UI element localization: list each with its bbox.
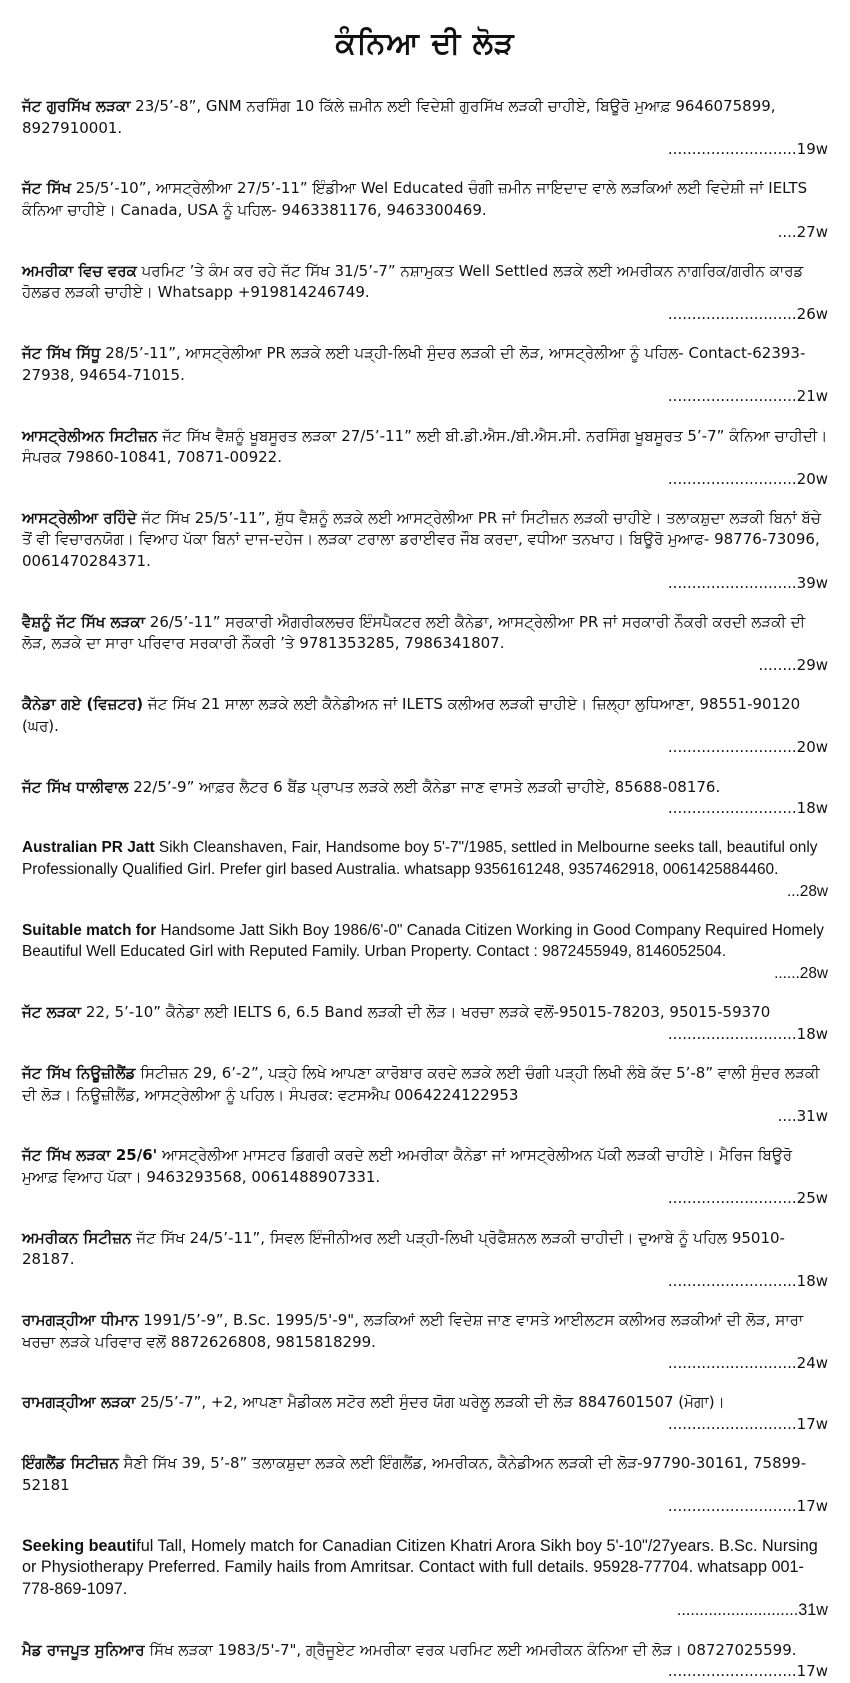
ad-item bbox=[22, 920, 828, 985]
ad-lead: ਜੱਟ ਲੜਕਾ bbox=[22, 1003, 82, 1022]
ad-text: 22/5’-9” ਆਫ਼ਰ ਲੈਟਰ 6 ਬੈਂਡ ਪ੍ਰਾਪਤ ਲੜਕੇ ਲਈ ਕੈਨੇਡਾ ਜਾਣ ਵਾਸਤੇ ਲੜਕੀ ਚਾਹੀਏ, 85688-08176. bbox=[133, 777, 721, 796]
ad-text: 23/5’-8”, GNM ਨਰਸਿੰਗ 10 ਕਿੱਲੇ ਜ਼ਮੀਨ ਲਈ ਵਿਦੇਸ਼ੀ ਗੁਰਸਿੱਖ ਲੜਕੀ ਚਾਹੀਏ, ਬਿਊਰੋ ਮੁਆਫ਼ 9646075899, 8927910001. bbox=[22, 97, 776, 137]
ad-text: 1991/5’-9”, B.Sc. 1995/5'-9", ਲੜਕਿਆਂ ਲਈ ਵਿਦੇਸ਼ ਜਾਣ ਵਾਸਤੇ ਆਈਲਟਸ ਕਲੀਅਰ ਲੜਕੀਆਂ ਦੀ ਲੋੜ, ਸਾਰਾ ਖਰਚਾ ਲੜਕੇ ਪਰਿਵਾਰ ਵਲੋਂ 8872626808, 9815818299. bbox=[22, 1311, 804, 1351]
ad-code: ...........................20w bbox=[667, 469, 828, 488]
ad-code: ........29w bbox=[758, 656, 828, 675]
ad-code: ...........................31w bbox=[676, 1601, 828, 1620]
ad-text: 28/5’-11”, ਆਸਟ੍ਰੇਲੀਆ PR ਲੜਕੇ ਲਈ ਪੜ੍ਹੀ-ਲਿਖੀ ਸੁੰਦਰ ਲੜਕੀ ਦੀ ਲੋੜ, ਆਸਟ੍ਰੇਲੀਆ ਨੂੰ ਪਹਿਲ- Contact-62393-27938, 94654-71015. bbox=[22, 344, 806, 384]
ad-lead: Australian PR Jatt bbox=[22, 839, 155, 857]
ad-lead: ਰਾਮਗੜ੍ਹੀਆ ਲੜਕਾ bbox=[22, 1393, 136, 1412]
ad-code: ...........................18w bbox=[667, 1024, 828, 1043]
ad-text: 25/5’-7”, +2, ਆਪਣਾ ਮੈਡੀਕਲ ਸਟੋਰ ਲਈ ਸੁੰਦਰ ਯੋਗ ਘਰੇਲੂ ਲੜਕੀ ਦੀ ਲੋੜ 8847601507 (ਮੋਗਾ)। bbox=[140, 1393, 725, 1412]
ad-lead: Seeking beauti bbox=[22, 1536, 137, 1555]
ad-item bbox=[22, 1310, 828, 1375]
ad-text: ਜੱਟ ਸਿੱਖ 25/5’-11”, ਸ਼ੁੱਧ ਵੈਸ਼ਨੂੰ ਲੜਕੇ ਲਈ ਆਸਟ੍ਰੇਲੀਆ PR ਜਾਂ ਸਿਟੀਜ਼ਨ ਲੜਕੀ ਚਾਹੀਏ। ਤਲਾਕਸ਼ੁਦਾ ਲੜਕੀ ਬਿਨਾਂ ਬੱਚੇ ਤੋਂ ਵੀ ਵਿਚਾਰਨਯੋਗ। ਵਿਆਹ ਪੱਕਾ ਬਿਨਾਂ ਦਾਜ-ਦਹੇਜ। ਲੜਕਾ ਟਰਾਲਾ ਡਰਾਈਵਰ ਜੌਬ ਕਰਦਾ, ਵਧੀਆ ਤਨਖਾਹ। ਬਿਊਰੋ ਮੁਆਫ- 98776-73096, 0061470284371. bbox=[22, 508, 821, 571]
ad-item bbox=[22, 261, 828, 326]
page-title: ਕੰਨਿਆ ਦੀ ਲੋੜ bbox=[335, 26, 515, 61]
ad-code: ...........................24w bbox=[667, 1354, 828, 1373]
ad-code: ...........................19w bbox=[667, 140, 828, 159]
ad-lead: ਆਸਟ੍ਰੇਲੀਅਨ ਸਿਟੀਜ਼ਨ bbox=[22, 426, 158, 445]
ad-code: ...........................20w bbox=[667, 738, 828, 757]
ad-lead: ਆਸਟ੍ਰੇਲੀਆ ਰਹਿੰਦੇ bbox=[22, 508, 137, 527]
ad-text: 22, 5’-10” ਕੈਨੇਡਾ ਲਈ IELTS 6, 6.5 Band ਲੜਕੀ ਦੀ ਲੋੜ। ਖਰਚਾ ਲੜਕੇ ਵਲੋਂ-95015-78203, 95015-59370 bbox=[85, 1003, 771, 1022]
ad-lead: ਵੈਸ਼ਨੂੰ ਜੱਟ ਸਿੱਖ ਲੜਕਾ bbox=[22, 612, 145, 631]
ad-item bbox=[22, 343, 828, 408]
ads-list bbox=[22, 96, 828, 1683]
ad-text: ਸਿੱਖ ਲੜਕਾ 1983/5'-7", ਗ੍ਰੈਜੂਏਟ ਅਮਰੀਕਾ ਵਰਕ ਪਰਮਿਟ ਲਈ ਅਮਰੀਕਨ ਕੰਨਿਆ ਦੀ ਲੋੜ। 08727025599. bbox=[149, 1640, 797, 1659]
ad-lead: ਕੈਨੇਡਾ ਗਏ (ਵਿਜ਼ਟਰ) bbox=[22, 695, 144, 714]
ad-item bbox=[22, 777, 828, 820]
ad-code: ...........................18w bbox=[667, 799, 828, 818]
ad-text: ਪਰਮਿਟ ’ਤੇ ਕੰਮ ਕਰ ਰਹੇ ਜੱਟ ਸਿੱਖ 31/5’-7” ਨਸ਼ਾਮੁਕਤ Well Settled ਲੜਕੇ ਲਈ ਅਮਰੀਕਨ ਨਾਗਰਿਕ/ਗਰੀਨ ਕਾਰਡ ਹੋਲਡਰ ਲੜਕੀ ਚਾਹੀਏ। Whatsapp +919814246749. bbox=[22, 261, 804, 302]
ad-code: ...28w bbox=[786, 882, 828, 900]
ad-text: 26/5’-11” ਸਰਕਾਰੀ ਐਗਰੀਕਲਚਰ ਇੰਸਪੈਕਟਰ ਲਈ ਕੈਨੇਡਾ, ਆਸਟ੍ਰੇਲੀਆ PR ਜਾਂ ਸਰਕਾਰੀ ਨੌਕਰੀ ਕਰਦੀ ਲੜਕੀ ਦੀ ਲੋੜ, ਲੜਕੇ ਦਾ ਸਾਰਾ ਪਰਿਵਾਰ ਸਰਕਾਰੀ ਨੌਕਰੀ ’ਤੇ 9781353285, 7986341807. bbox=[22, 612, 806, 653]
ad-item bbox=[22, 1536, 828, 1622]
ad-lead: ਅਮਰੀਕਨ ਸਿਟੀਜ਼ਨ bbox=[22, 1228, 132, 1247]
ad-code: ...........................39w bbox=[667, 573, 828, 592]
ad-text: ਜੱਟ ਸਿੱਖ ਵੈਸ਼ਨੂੰ ਖੂਬਸੂਰਤ ਲੜਕਾ 27/5’-11” ਲਈ ਬੀ.ਡੀ.ਐਸ./ਬੀ.ਐਸ.ਸੀ. ਨਰਸਿੰਗ ਖੂਬਸੂਰਤ 5’-7” ਕੰਨਿਆ ਚਾਹੀਦੀ। ਸੰਪਰਕ 79860-10841, 70871-00922. bbox=[22, 426, 828, 467]
ad-code: ...........................21w bbox=[667, 387, 828, 406]
ad-code: ...........................18w bbox=[667, 1271, 828, 1290]
ad-text: ਆਸਟ੍ਰੇਲੀਆ ਮਾਸਟਰ ਡਿਗਰੀ ਕਰਦੇ ਲਈ ਅਮਰੀਕਾ ਕੈਨੇਡਾ ਜਾਂ ਆਸਟ੍ਰੇਲੀਅਨ ਪੱਕੀ ਲੜਕੀ ਚਾਹੀਏ। ਮੈਰਿਜ ਬਿਊਰੋ ਮੁਆਫ਼ ਵਿਆਹ ਪੱਕਾ। 9463293568, 0061488907331. bbox=[22, 1146, 793, 1186]
ad-text: Handsome Jatt Sikh Boy 1986/6'-0" Canada Citizen Working in Good Company Required Homely Beautiful Well Educated Girl with Reputed Family. Urban Property. Contact : 9872455949, 8146052504. bbox=[22, 921, 824, 961]
ad-code: ......28w bbox=[774, 964, 828, 982]
ad-lead: ਜੱਟ ਸਿੱਖ ਧਾਲੀਵਾਲ bbox=[22, 777, 129, 796]
ad-text: Sikh Cleanshaven, Fair, Handsome boy 5'-7"/1985, settled in Melbourne seeks tall, beautiful only Professionally Qualified Girl. Prefer girl based Australia. whatsapp 9356161248, 9357462918, 0061425884460. bbox=[22, 839, 818, 878]
ad-lead: ਜੱਟ ਸਿੱਖ bbox=[22, 179, 71, 198]
ad-text: ਜੱਟ ਸਿੱਖ 24/5’-11”, ਸਿਵਲ ਇੰਜੀਨੀਅਰ ਲਈ ਪੜ੍ਹੀ-ਲਿਖੀ ਪ੍ਰੋਫੈਸ਼ਨਲ ਲੜਕੀ ਚਾਹੀਦੀ। ਦੁਆਬੇ ਨੂੰ ਪਹਿਲ 95010-28187. bbox=[22, 1228, 785, 1269]
ad-text: ਸੈਣੀ ਸਿੱਖ 39, 5’-8” ਤਲਾਕਸ਼ੁਦਾ ਲੜਕੇ ਲਈ ਇੰਗਲੈਂਡ, ਅਮਰੀਕਨ, ਕੈਨੇਡੀਅਨ ਲੜਕੀ ਦੀ ਲੋੜ-97790-30161, 75899-52181 bbox=[22, 1454, 807, 1494]
ad-item bbox=[22, 1392, 828, 1435]
ad-text: ਸਿਟੀਜ਼ਨ 29, 6’-2”, ਪੜ੍ਹੇ ਲਿਖੇ ਆਪਣਾ ਕਾਰੋਬਾਰ ਕਰਦੇ ਲੜਕੇ ਲਈ ਚੰਗੀ ਪੜ੍ਹੀ ਲਿਖੀ ਲੰਬੇ ਕੱਦ 5’-8” ਵਾਲੀ ਸੁੰਦਰ ਲੜਕੀ ਦੀ ਲੋੜ। ਨਿਊਜ਼ੀਲੈਂਡ, ਆਸਟ੍ਰੇਲੀਆ ਨੂੰ ਪਹਿਲ। ਸੰਪਰਕ: ਵਟਸਐਪ 0064224122953 bbox=[22, 1063, 820, 1104]
ad-item bbox=[22, 426, 828, 491]
ad-item bbox=[22, 837, 828, 902]
ad-code: ...........................17w bbox=[667, 1415, 828, 1433]
ad-lead: ਜੱਟ ਗੁਰਸਿੱਖ ਲੜਕਾ bbox=[22, 97, 131, 115]
ad-item bbox=[22, 1002, 828, 1045]
ad-code: ....31w bbox=[777, 1107, 828, 1126]
ad-code: ...........................26w bbox=[667, 304, 828, 323]
ad-item bbox=[22, 694, 828, 759]
ad-lead: ਮੈਡ ਰਾਜਪੂਤ ਸੁਨਿਆਰ bbox=[22, 1640, 145, 1659]
ad-item bbox=[22, 1453, 828, 1518]
ad-text: 25/5’-10”, ਆਸਟ੍ਰੇਲੀਆ 27/5’-11” ਇੰਡੀਆ Wel Educated ਚੰਗੀ ਜ਼ਮੀਨ ਜਾਇਦਾਦ ਵਾਲੇ ਲੜਕਿਆਂ ਲਈ ਵਿਦੇਸ਼ੀ ਜਾਂ IELTS ਕੰਨਿਆ ਚਾਹੀਏ। Canada, USA ਨੂੰ ਪਹਿਲ- 9463381176, 9463300469. bbox=[22, 179, 808, 219]
ad-lead: ਰਾਮਗੜ੍ਹੀਆ ਧੀਮਾਨ bbox=[22, 1311, 139, 1330]
ad-item bbox=[22, 508, 828, 594]
ad-lead: ਇੰਗਲੈਂਡ ਸਿਟੀਜ਼ਨ bbox=[22, 1454, 119, 1473]
ad-code: ...........................25w bbox=[667, 1189, 828, 1208]
ad-item bbox=[22, 178, 828, 243]
ad-lead: ਅਮਰੀਕਾ ਵਿਚ ਵਰਕ bbox=[22, 261, 137, 280]
ad-code: ...........................17w bbox=[667, 1662, 828, 1681]
ad-item bbox=[22, 1145, 828, 1210]
ad-text: ਜੱਟ ਸਿੱਖ 21 ਸਾਲਾ ਲੜਕੇ ਲਈ ਕੈਨੇਡੀਅਨ ਜਾਂ ILETS ਕਲੀਅਰ ਲੜਕੀ ਚਾਹੀਏ। ਜ਼ਿਲ੍ਹਾ ਲੁਧਿਆਣਾ, 98551-90120 (ਘਰ). bbox=[22, 695, 801, 735]
ad-lead: ਜੱਟ ਸਿੱਖ ਨਿਊਜ਼ੀਲੈਂਡ bbox=[22, 1063, 136, 1082]
ad-code: ....27w bbox=[777, 222, 828, 241]
ad-code: ...........................17w bbox=[667, 1497, 828, 1516]
ad-lead: ਜੱਟ ਸਿੱਖ ਸਿੱਧੂ bbox=[22, 344, 101, 363]
ad-lead: Suitable match for bbox=[22, 921, 157, 939]
ad-lead: ਜੱਟ ਸਿੱਖ ਲੜਕਾ 25/6' bbox=[22, 1146, 158, 1165]
ad-item bbox=[22, 612, 828, 677]
ad-item bbox=[22, 1063, 828, 1128]
ad-text: ful Tall, Homely match for Canadian Citizen Khatri Arora Sikh boy 5'-10"/27years. B.Sc. Nursing or Physiotherapy Preferred. Family hails from Amritsar. Contact with full details. 95928-77704. whatsapp 001-778-869-1097. bbox=[22, 1536, 818, 1598]
ad-item bbox=[22, 1640, 828, 1683]
ad-item bbox=[22, 96, 828, 161]
ad-item bbox=[22, 1228, 828, 1293]
